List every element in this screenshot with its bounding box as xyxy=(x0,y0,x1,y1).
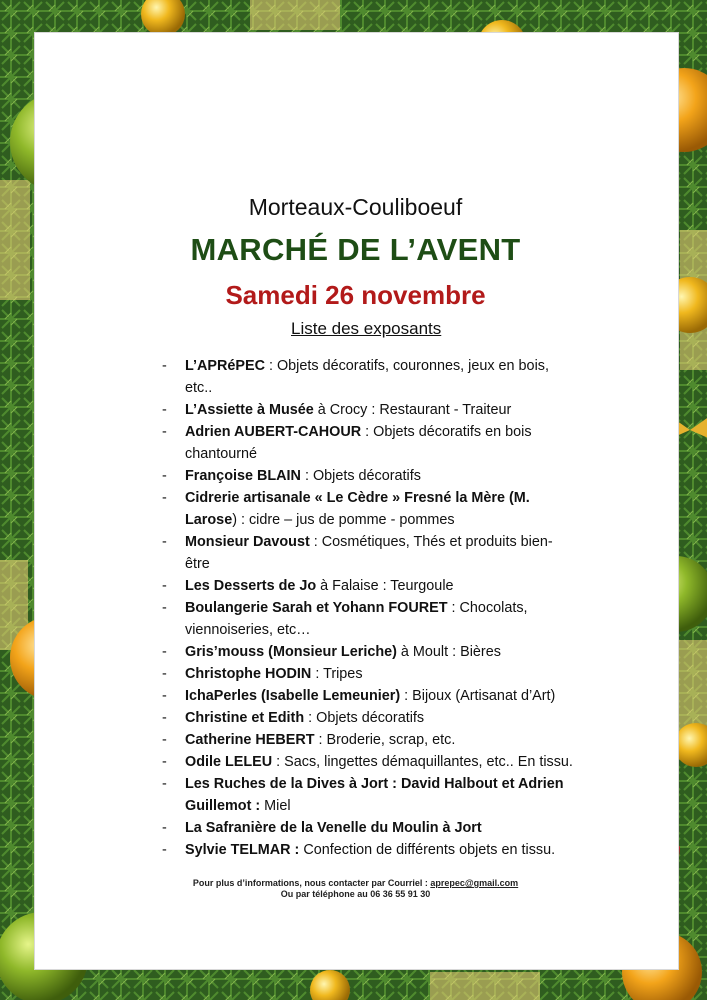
exhibitor-name: Christine et Edith xyxy=(185,710,305,726)
event-date: Samedi 26 novembre xyxy=(225,280,486,310)
exhibitor-description: : Sacs, lingettes démaquillantes, etc.. En tissu. xyxy=(272,754,573,770)
exhibitor-description: : Cosmétiques, Thés et produits bien- xyxy=(309,534,553,550)
exhibitor-description: Confection de différents objets en tissu. xyxy=(299,842,556,858)
exhibitor-item xyxy=(162,531,662,575)
exhibitor-item xyxy=(162,707,662,729)
exhibitor-description: : Tripes xyxy=(311,666,363,682)
exhibitor-description: : Broderie, scrap, etc. xyxy=(314,732,456,748)
exhibitor-description-continued: viennoiseries, etc… xyxy=(185,622,311,638)
email-link[interactable]: aprepec@gmail.com xyxy=(430,878,519,888)
exhibitor-description-continued: ) : cidre – jus de pomme - pommes xyxy=(232,512,455,528)
footer-line-1 xyxy=(34,878,677,889)
list-dash: - xyxy=(162,776,167,792)
exhibitor-description: à Falaise : Teurgoule xyxy=(316,578,454,594)
footer-line-1-text: Pour plus d’informations, nous contacter par Courriel : xyxy=(192,878,431,888)
exhibitor-name: Boulangerie Sarah et Yohann FOURET xyxy=(185,600,448,616)
exhibitor-description: : Objets décoratifs xyxy=(300,468,421,484)
exhibitor-name: Adrien AUBERT-CAHOUR xyxy=(185,424,362,440)
exhibitor-description-continued: etc.. xyxy=(185,380,213,396)
exhibitor-name: Les Ruches de la Dives à Jort : David Halbout et Adrien xyxy=(185,776,564,792)
exhibitor-description: : Objets décoratifs en bois xyxy=(361,424,532,440)
list-dash: - xyxy=(162,424,167,440)
exhibitor-list-heading: Liste des exposants xyxy=(291,319,442,338)
exhibitor-item xyxy=(162,685,662,707)
exhibitor-item xyxy=(162,663,662,685)
contact-footer xyxy=(34,878,677,900)
list-dash: - xyxy=(162,688,167,704)
list-dash: - xyxy=(162,666,167,682)
exhibitor-item xyxy=(162,399,662,421)
exhibitor-name: Françoise BLAIN xyxy=(185,468,301,484)
exhibitor-name: L’Assiette à Musée xyxy=(185,402,314,418)
exhibitor-name-continued: Larose xyxy=(185,512,233,528)
notice-content xyxy=(34,32,677,968)
exhibitor-description: à Moult : Bières xyxy=(396,644,501,660)
exhibitor-item xyxy=(162,839,662,861)
exhibitor-name-continued: Guillemot : xyxy=(185,798,261,814)
list-dash: - xyxy=(162,754,167,770)
exhibitor-item xyxy=(162,597,662,641)
exhibitor-description: : Chocolats, xyxy=(447,600,528,616)
exhibitor-name: Odile LELEU xyxy=(185,754,273,770)
town-name: Morteaux-Couliboeuf xyxy=(248,194,463,220)
exhibitor-description-continued: chantourné xyxy=(185,446,258,462)
exhibitor-item xyxy=(162,641,662,663)
exhibitor-name: Christophe HODIN xyxy=(185,666,312,682)
exhibitor-item xyxy=(162,575,662,597)
list-dash: - xyxy=(162,358,167,374)
exhibitor-description-continued: Miel xyxy=(260,798,291,814)
exhibitor-item xyxy=(162,355,662,399)
list-dash: - xyxy=(162,402,167,418)
exhibitor-name: L’APRéPEC xyxy=(185,358,265,374)
exhibitor-description: : Objets décoratifs, couronnes, jeux en bois, xyxy=(264,358,549,374)
exhibitor-name: Sylvie TELMAR : xyxy=(185,842,300,858)
exhibitor-name: IchaPerles (Isabelle Lemeunier) xyxy=(185,688,401,704)
exhibitor-list xyxy=(162,355,662,861)
list-dash: - xyxy=(162,644,167,660)
exhibitor-name: La Safranière de la Venelle du Moulin à Jort xyxy=(185,820,482,836)
list-dash: - xyxy=(162,534,167,550)
exhibitor-item xyxy=(162,773,662,817)
exhibitor-name: Les Desserts de Jo xyxy=(185,578,317,594)
exhibitor-item xyxy=(162,729,662,751)
exhibitor-name: Cidrerie artisanale « Le Cèdre » Fresné la Mère (M. xyxy=(185,490,530,506)
exhibitor-item xyxy=(162,817,662,839)
event-title: MARCHÉ DE L’AVENT xyxy=(190,232,521,267)
footer-line-2: Ou par téléphone au 06 36 55 91 30 xyxy=(280,889,431,899)
list-dash: - xyxy=(162,600,167,616)
list-dash: - xyxy=(162,842,167,858)
list-dash: - xyxy=(162,732,167,748)
list-dash: - xyxy=(162,490,167,506)
exhibitor-description: : Bijoux (Artisanat d’Art) xyxy=(400,688,556,704)
exhibitor-name: Gris’mouss (Monsieur Leriche) xyxy=(185,644,397,660)
list-dash: - xyxy=(162,468,167,484)
exhibitor-name: Monsieur Davoust xyxy=(185,534,310,550)
exhibitor-description: à Crocy : Restaurant - Traiteur xyxy=(313,402,512,418)
exhibitor-item xyxy=(162,421,662,465)
list-dash: - xyxy=(162,710,167,726)
exhibitor-item xyxy=(162,465,662,487)
exhibitor-item xyxy=(162,487,662,531)
list-dash: - xyxy=(162,578,167,594)
exhibitor-description: : Objets décoratifs xyxy=(304,710,425,726)
exhibitor-description-continued: être xyxy=(185,556,210,572)
exhibitor-name: Catherine HEBERT xyxy=(185,732,315,748)
list-dash: - xyxy=(162,820,167,836)
exhibitor-item xyxy=(162,751,662,773)
